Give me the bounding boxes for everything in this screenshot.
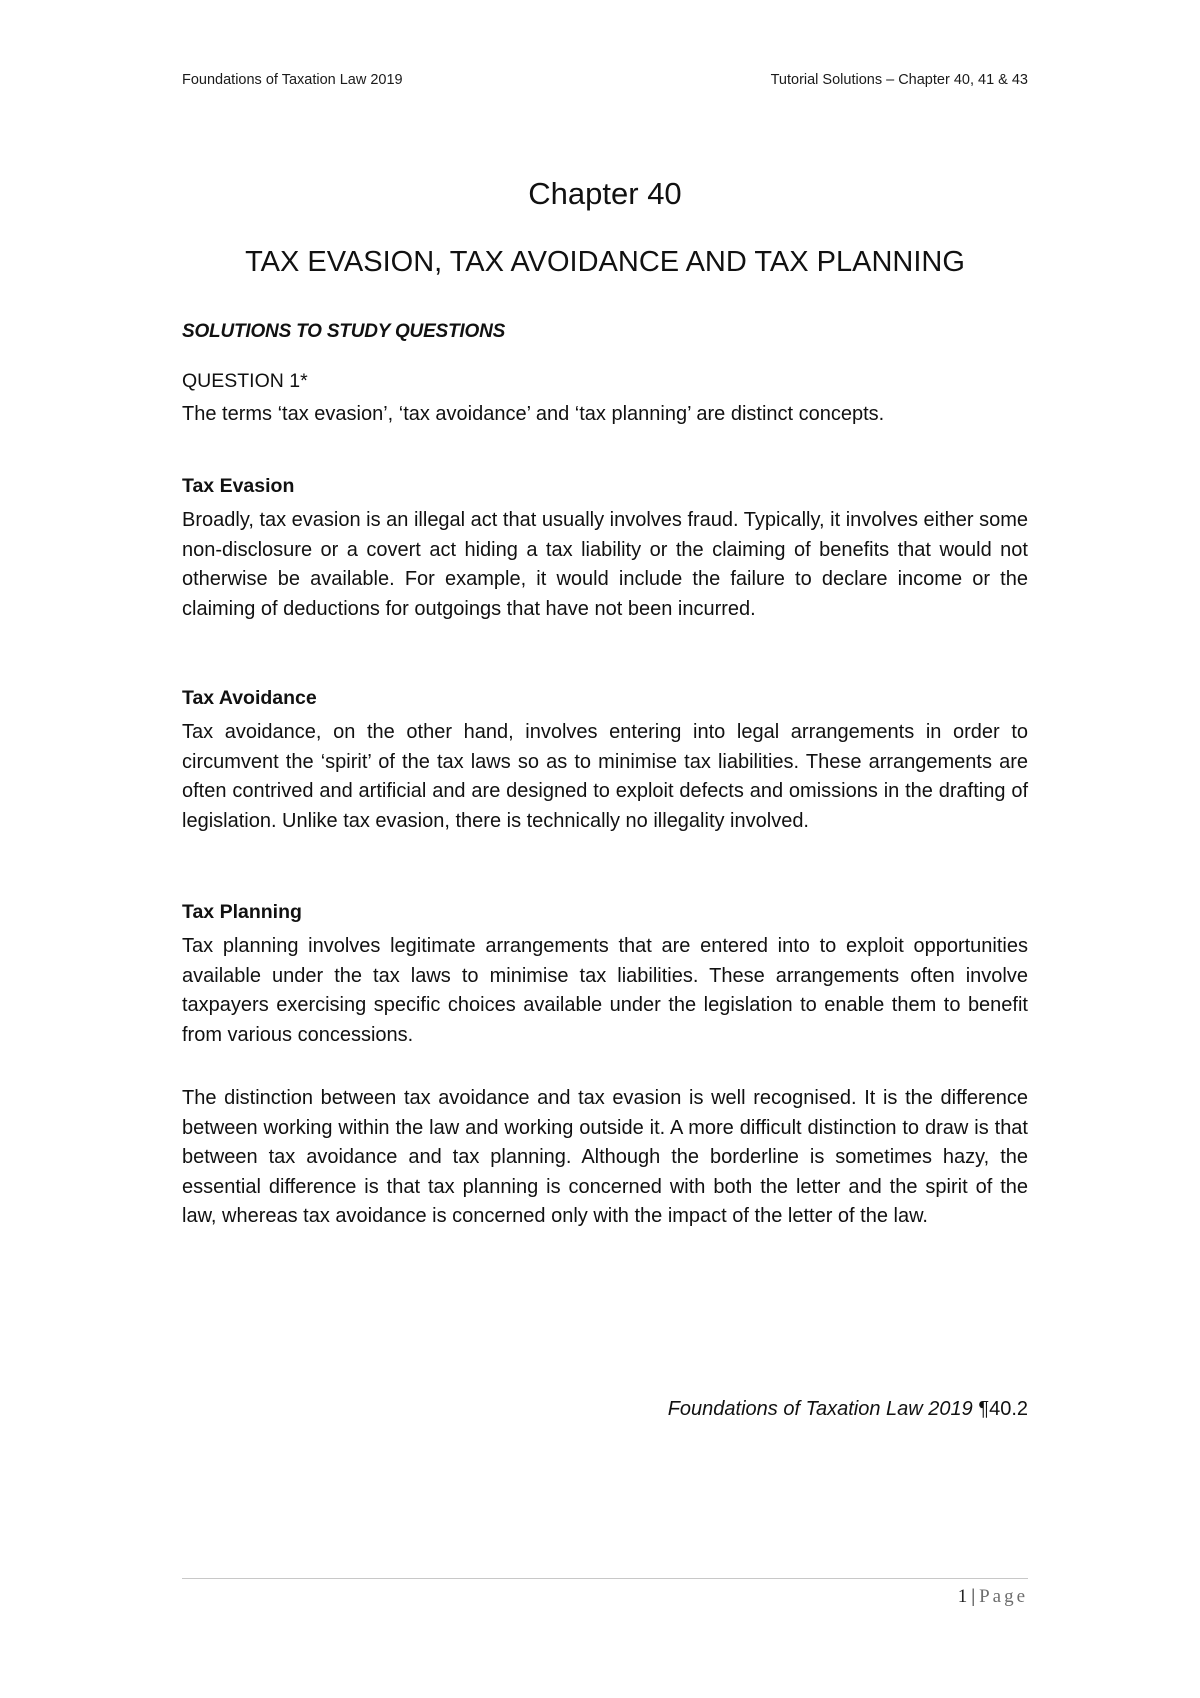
- paragraph-tax-avoidance: Tax avoidance, on the other hand, involves entering into legal arrangements in order to circumvent the ‘spirit’ of the tax laws so as to minimise tax liabilities. These arrangements are often contrived and artificial and are designed to exploit defects and omissions in the drafting of legislation. Unlike tax evasion, there is technically no illegality involved.: [182, 721, 1028, 832]
- header-book-title: Foundations of Taxation Law 2019: [182, 72, 403, 88]
- header-tutorial-title: Tutorial Solutions – Chapter 40, 41 & 43: [770, 72, 1028, 88]
- paragraph-distinction: The distinction between tax avoidance and tax evasion is well recognised. It is the difference between working within the law and working outside it. A more difficult distinction to draw is that between tax avoidance and tax planning. Although the borderline is sometimes hazy, the essential difference is that tax planning is concerned with both the letter and the spirit of the law, whereas tax avoidance is concerned only with the impact of the letter of the law.: [182, 1087, 1028, 1227]
- heading-tax-evasion: Tax Evasion: [182, 475, 295, 497]
- question-label: QUESTION 1*: [182, 370, 308, 392]
- page-number: 1: [957, 1586, 968, 1607]
- footer-divider: [182, 1578, 1028, 1579]
- chapter-title: Chapter 40: [528, 176, 682, 211]
- paragraph-tax-planning: Tax planning involves legitimate arrangements that are entered into to exploit opportunities available under the tax laws to minimise tax liabilities. These arrangements often involve taxpayers exercising specific choices available under the legislation to enable them to benefit from various concessions.: [182, 935, 1028, 1046]
- running-header: [182, 72, 1028, 88]
- heading-tax-planning: Tax Planning: [182, 901, 302, 923]
- citation-book: Foundations of Taxation Law 2019: [667, 1398, 973, 1420]
- chapter-subtitle: TAX EVASION, TAX AVOIDANCE AND TAX PLANNING: [245, 246, 965, 278]
- citation: [182, 1395, 1028, 1423]
- citation-reference: ¶40.2: [978, 1398, 1028, 1420]
- page-word: Page: [979, 1586, 1028, 1607]
- page-footer: [182, 1586, 1028, 1608]
- question-intro: The terms ‘tax evasion’, ‘tax avoidance’ and ‘tax planning’ are distinct concepts.: [182, 403, 885, 425]
- paragraph-tax-evasion: Broadly, tax evasion is an illegal act that usually involves fraud. Typically, it involves either some non-disclosure or a covert act hiding a tax liability or the claiming of benefits that would not otherwise be available. For example, it would include the failure to declare income or the claiming of deductions for outgoings that have not been incurred.: [182, 509, 1028, 620]
- section-label: SOLUTIONS TO STUDY QUESTIONS: [182, 321, 506, 342]
- heading-tax-avoidance: Tax Avoidance: [182, 687, 317, 709]
- footer-separator: |: [971, 1586, 976, 1607]
